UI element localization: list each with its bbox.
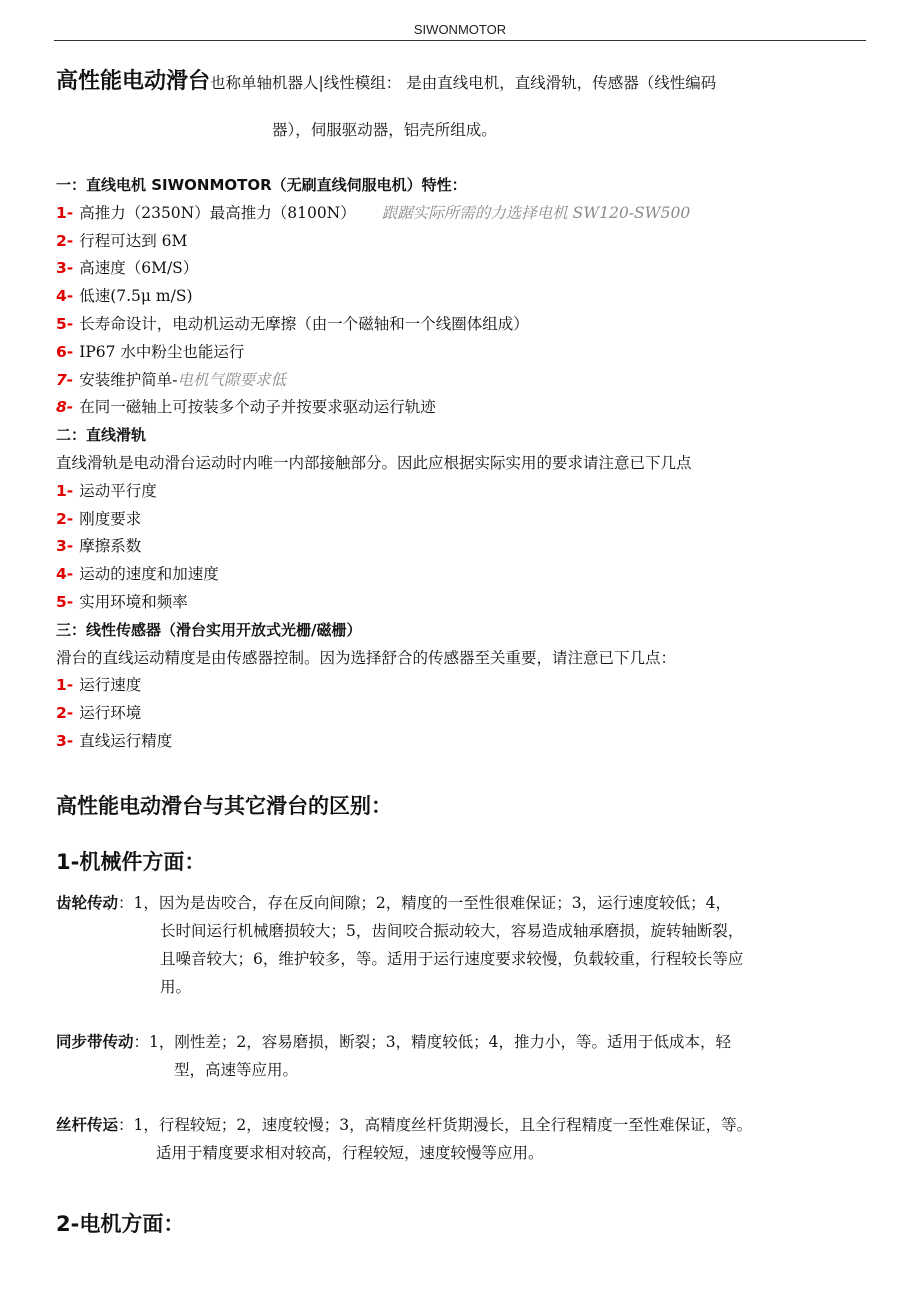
list-item	[56, 339, 876, 367]
list-item	[56, 311, 876, 339]
list-item	[56, 728, 876, 756]
screw-paragraph	[56, 1111, 882, 1167]
gear-label: 齿轮传动	[56, 894, 119, 912]
item-number: 3-	[56, 259, 74, 278]
screw-line-2: 适用于精度要求相对较高，行程较短，速度较慢等应用。	[156, 1144, 544, 1162]
item-text: 行程可达到 6M	[79, 231, 188, 250]
item-text: 低速(7.5μ m/S)	[79, 287, 193, 306]
item-number: 4-	[56, 565, 74, 584]
intro-text-1: 也称单轴机器人|线性模组：	[210, 74, 402, 92]
list-item	[56, 561, 876, 589]
belt-label: 同步带传动	[56, 1033, 134, 1051]
comparison-title: 高性能电动滑台与其它滑台的区别：	[56, 794, 392, 818]
item-text: 运行环境	[79, 704, 142, 723]
item-number: 1-	[56, 676, 74, 695]
item-text: 高推力（2350N）最高推力（8100N）	[79, 203, 356, 222]
belt-line-1: ：1，刚性差；2，容易磨损，断裂；3，精度较低；4，推力小，等。适用于低成本，轻	[133, 1033, 731, 1051]
item-number: 2-	[56, 704, 74, 723]
item-number: 7-	[56, 370, 74, 389]
item-note: 电机气隙要求低	[177, 370, 286, 389]
item-text: 高速度（6M/S）	[79, 259, 199, 278]
item-text: 运动平行度	[79, 481, 157, 500]
section2-heading: 二：直线滑轨	[56, 426, 147, 445]
list-item	[56, 589, 876, 617]
list-item	[56, 228, 876, 256]
list-item	[56, 506, 876, 534]
list-item	[56, 672, 876, 700]
item-text: 实用环境和频率	[79, 592, 188, 611]
gear-line-3: 且噪音较大；6，维护较多，等。适用于运行速度要求较慢，负载较重，行程较长等应	[160, 950, 744, 968]
gear-paragraph	[56, 889, 882, 1001]
screw-label: 丝杆传运	[56, 1116, 119, 1134]
header-divider	[54, 40, 866, 41]
item-text: 运行速度	[79, 676, 142, 695]
item-number: 8-	[56, 398, 74, 417]
item-text: 直线运行精度	[79, 731, 173, 750]
item-note: 跟踞实际所需的力选择电机 SW120-SW500	[381, 203, 691, 222]
section1-heading: 一：直线电机 SIWONMOTOR（无刷直线伺服电机）特性：	[56, 176, 467, 194]
item-text: 运动的速度和加速度	[79, 565, 219, 584]
mechanical-title: 1-机械件方面：	[56, 850, 206, 874]
feature-list	[56, 172, 876, 756]
list-item	[56, 255, 876, 283]
item-number: 3-	[56, 731, 74, 750]
gear-line-1: ：1，因为是齿咬合，存在反向间隙；2，精度的一至性很难保证；3，运行速度较低；4，	[118, 894, 731, 912]
item-number: 2-	[56, 509, 74, 528]
item-number: 1-	[56, 203, 74, 222]
item-number: 2-	[56, 231, 74, 250]
list-item	[56, 367, 876, 395]
gear-line-4: 用。	[160, 978, 192, 996]
gear-line-2: 长时间运行机械磨损较大；5，齿间咬合振动较大，容易造成轴承磨损，旋转轴断裂，	[160, 922, 744, 940]
section3-description: 滑台的直线运动精度是由传感器控制。因为选择舒合的传感器至关重要，请注意已下几点：	[56, 648, 677, 667]
item-text: 长寿命设计，电动机运动无摩擦（由一个磁轴和一个线圈体组成）	[79, 314, 529, 333]
item-text: 摩擦系数	[79, 537, 142, 556]
intro-text-2: 是由直线电机，直线滑轨，传感器（线性编码	[406, 74, 717, 92]
section2-description: 直线滑轨是电动滑台运动时内唯一内部接触部分。因此应根据实际实用的要求请注意已下几点	[56, 453, 692, 472]
item-text: 刚度要求	[79, 509, 142, 528]
item-number: 1-	[56, 481, 74, 500]
motor-title: 2-电机方面：	[56, 1212, 185, 1236]
intro-paragraph	[56, 70, 876, 95]
item-number: 5-	[56, 314, 74, 333]
intro-title: 高性能电动滑台	[56, 69, 211, 94]
item-number: 3-	[56, 537, 74, 556]
page-header: SIWONMOTOR	[413, 22, 507, 37]
list-item	[56, 700, 876, 728]
list-item	[56, 200, 876, 228]
list-item	[56, 533, 876, 561]
item-number: 6-	[56, 342, 74, 361]
item-text: 在同一磁轴上可按装多个动子并按要求驱动运行轨迹	[79, 398, 436, 417]
list-item	[56, 283, 876, 311]
item-text: IP67 水中粉尘也能运行	[79, 342, 245, 361]
item-number: 4-	[56, 287, 74, 306]
item-text: 安装维护简单-	[79, 370, 178, 389]
list-item	[56, 394, 876, 422]
intro-text-3: 器），伺服驱动器，铝壳所组成。	[272, 121, 497, 139]
belt-line-2: 型，高速等应用。	[174, 1061, 299, 1079]
section3-heading: 三：线性传感器（滑台实用开放式光栅/磁栅）	[56, 620, 362, 639]
item-number: 5-	[56, 592, 74, 611]
screw-line-1: ：1，行程较短；2，速度较慢；3，高精度丝杆货期漫长，且全行程精度一至性难保证，等。	[118, 1116, 753, 1134]
list-item	[56, 478, 876, 506]
belt-paragraph	[56, 1028, 882, 1084]
